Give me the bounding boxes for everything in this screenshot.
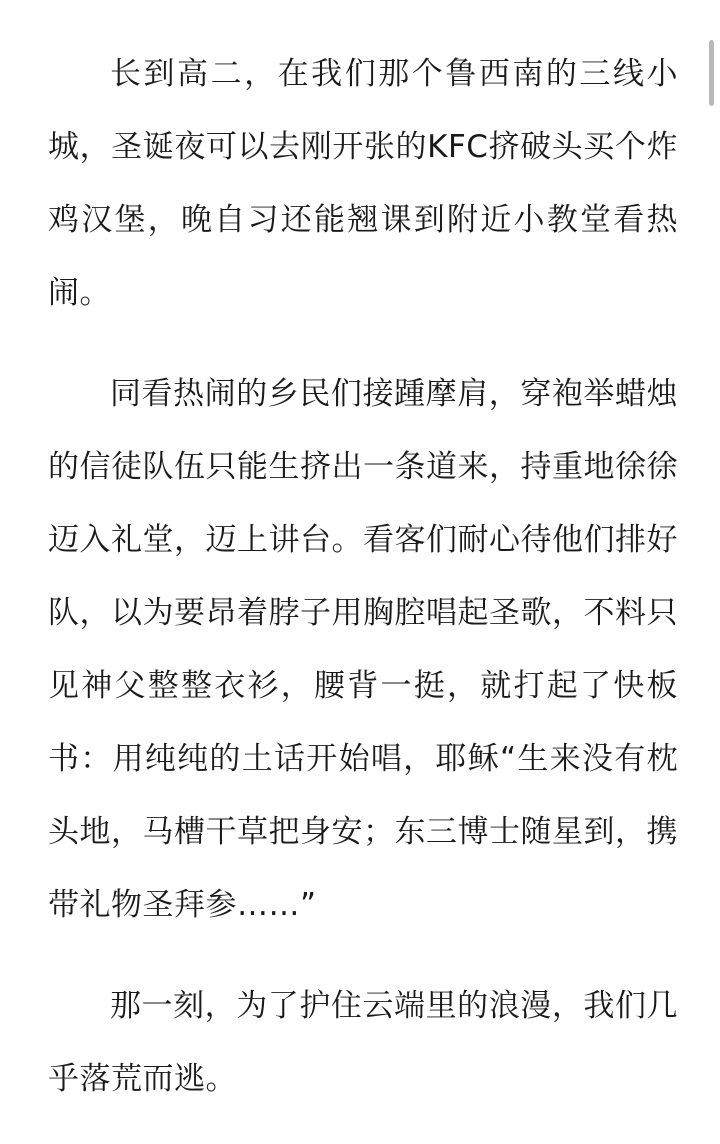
article-body [48, 38, 678, 1144]
paragraph: 那一刻，为了护住云端里的浪漫，我们几乎落荒而逃。 [48, 988, 678, 1097]
paragraph: 同看热闹的乡民们接踵摩肩，穿袍举蜡烛的信徒队伍只能生挤出一条道来，持重地徐徐迈入礼堂，迈上讲台。看客们耐心待他们排好队，以为要昂着脖子用胸腔唱起圣歌，不料只见神父整整衣衫，腰背一挺，就打起了快板书：用纯纯的土话开始唱，耶稣“生来没有枕头地，马槽干草把身安；东三博士随星到，携带礼物圣拜参……” [48, 376, 678, 923]
scrollbar[interactable] [709, 40, 714, 106]
paragraph: 长到高二，在我们那个鲁西南的三线小城，圣诞夜可以去刚开张的KFC挤破头买个炸鸡汉堡，晚自习还能翘课到附近小教堂看热闹。 [48, 56, 678, 311]
